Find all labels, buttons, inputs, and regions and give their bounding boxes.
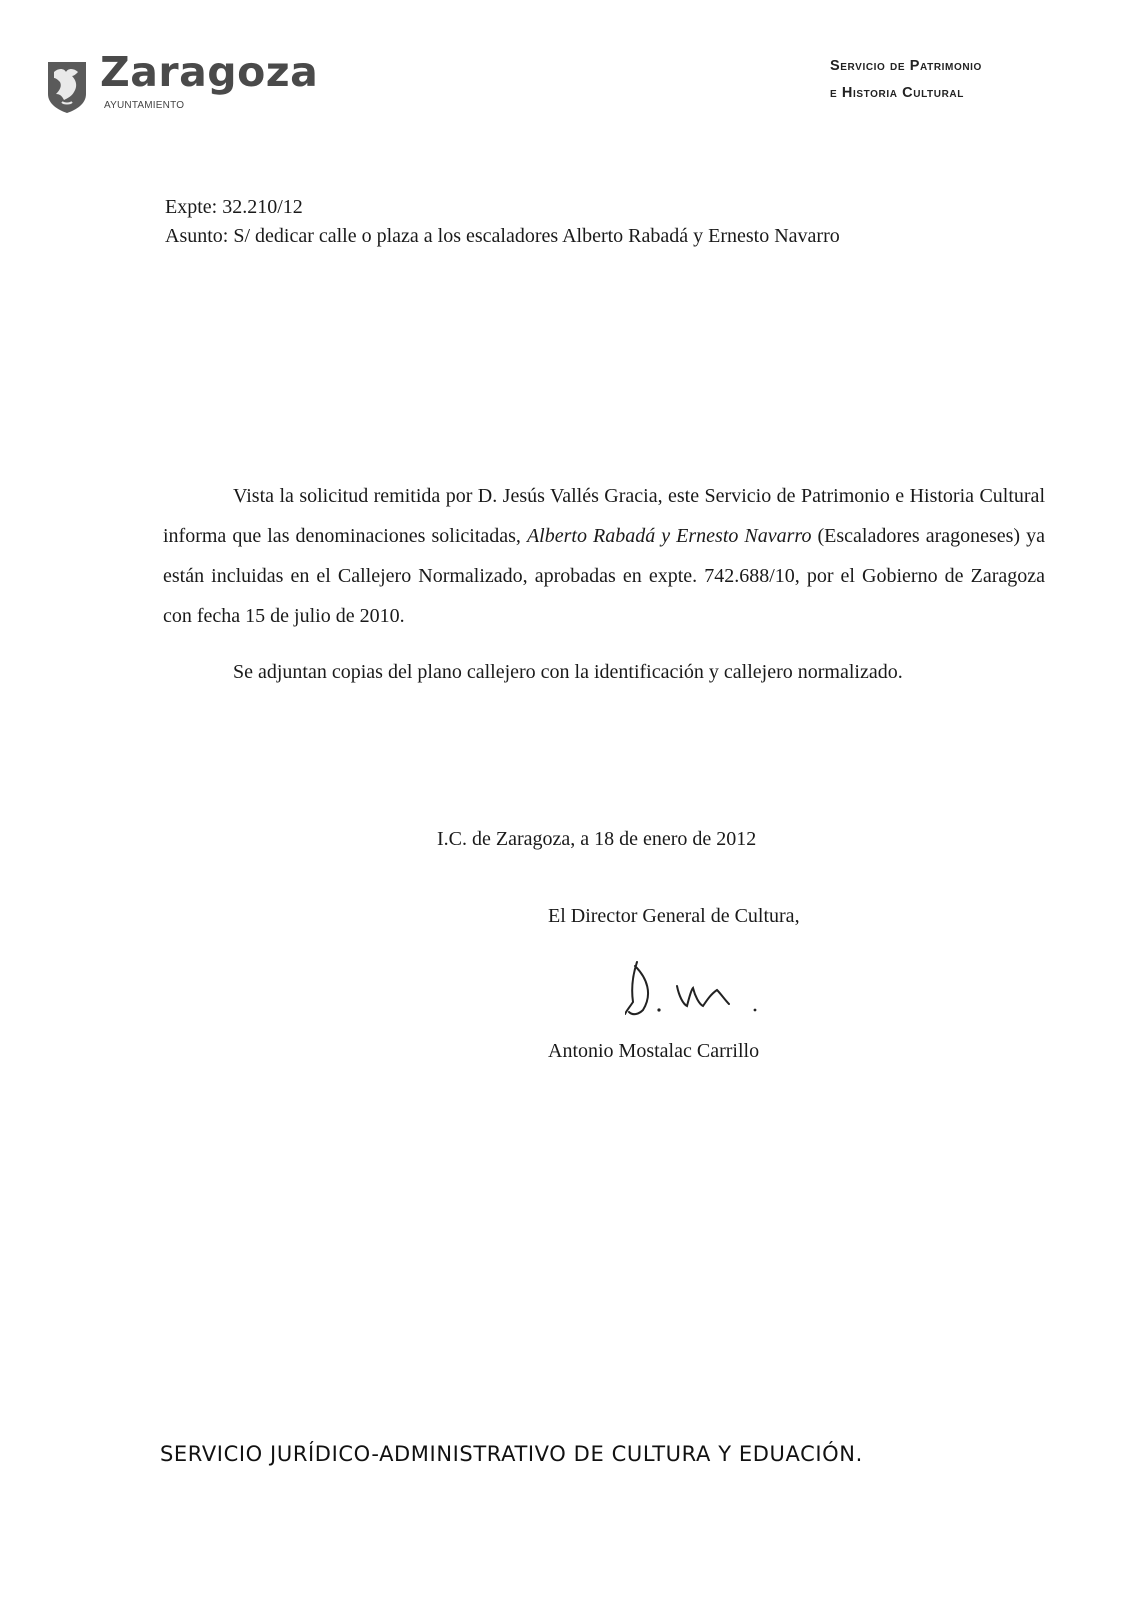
paragraph-1-text-b: (Escaladores aragoneses) ya están incluidas en el Callejero Normalizado, aprobadas en expte. 742.688/10, por el Gobierno de Zaragoza con fecha 15 de julio de 2010. xyxy=(163,525,1045,627)
paragraph-1-names: Alberto Rabadá y Ernesto Navarro xyxy=(526,525,812,547)
paragraph-1-text-a: Vista la solicitud remitida por D. Jesús Vallés Gracia, este Servicio de Patrimonio e Historia Cultural informa que las denominaciones solicitadas, xyxy=(163,485,1045,547)
signer-title: El Director General de Cultura, xyxy=(548,905,800,927)
department-header xyxy=(830,53,982,107)
logo-wordmark: Zaragoza xyxy=(100,48,319,96)
body-paragraph-2: Se adjuntan copias del plano callejero con la identificación y callejero normalizado. xyxy=(233,661,903,683)
asunto-line: Asunto: S/ dedicar calle o plaza a los escaladores Alberto Rabadá y Ernesto Navarro xyxy=(165,225,840,247)
expediente-line: Expte: 32.210/12 xyxy=(165,196,303,218)
lion-shield-icon xyxy=(46,60,88,114)
zaragoza-logo xyxy=(46,48,319,118)
logo-subtitle: AYUNTAMIENTO xyxy=(104,100,185,111)
reference-block xyxy=(165,193,840,251)
place-date: I.C. de Zaragoza, a 18 de enero de 2012 xyxy=(437,828,757,850)
signer-name: Antonio Mostalac Carrillo xyxy=(548,1040,760,1062)
footer-service-name: SERVICIO JURÍDICO-ADMINISTRATIVO DE CULTURA Y EDUACIÓN. xyxy=(160,1442,863,1466)
department-line-1: Servicio de Patrimonio xyxy=(830,58,982,74)
handwritten-signature xyxy=(625,960,795,1024)
department-line-2: e Historia Cultural xyxy=(830,85,964,101)
body-paragraph-1 xyxy=(163,476,1045,636)
